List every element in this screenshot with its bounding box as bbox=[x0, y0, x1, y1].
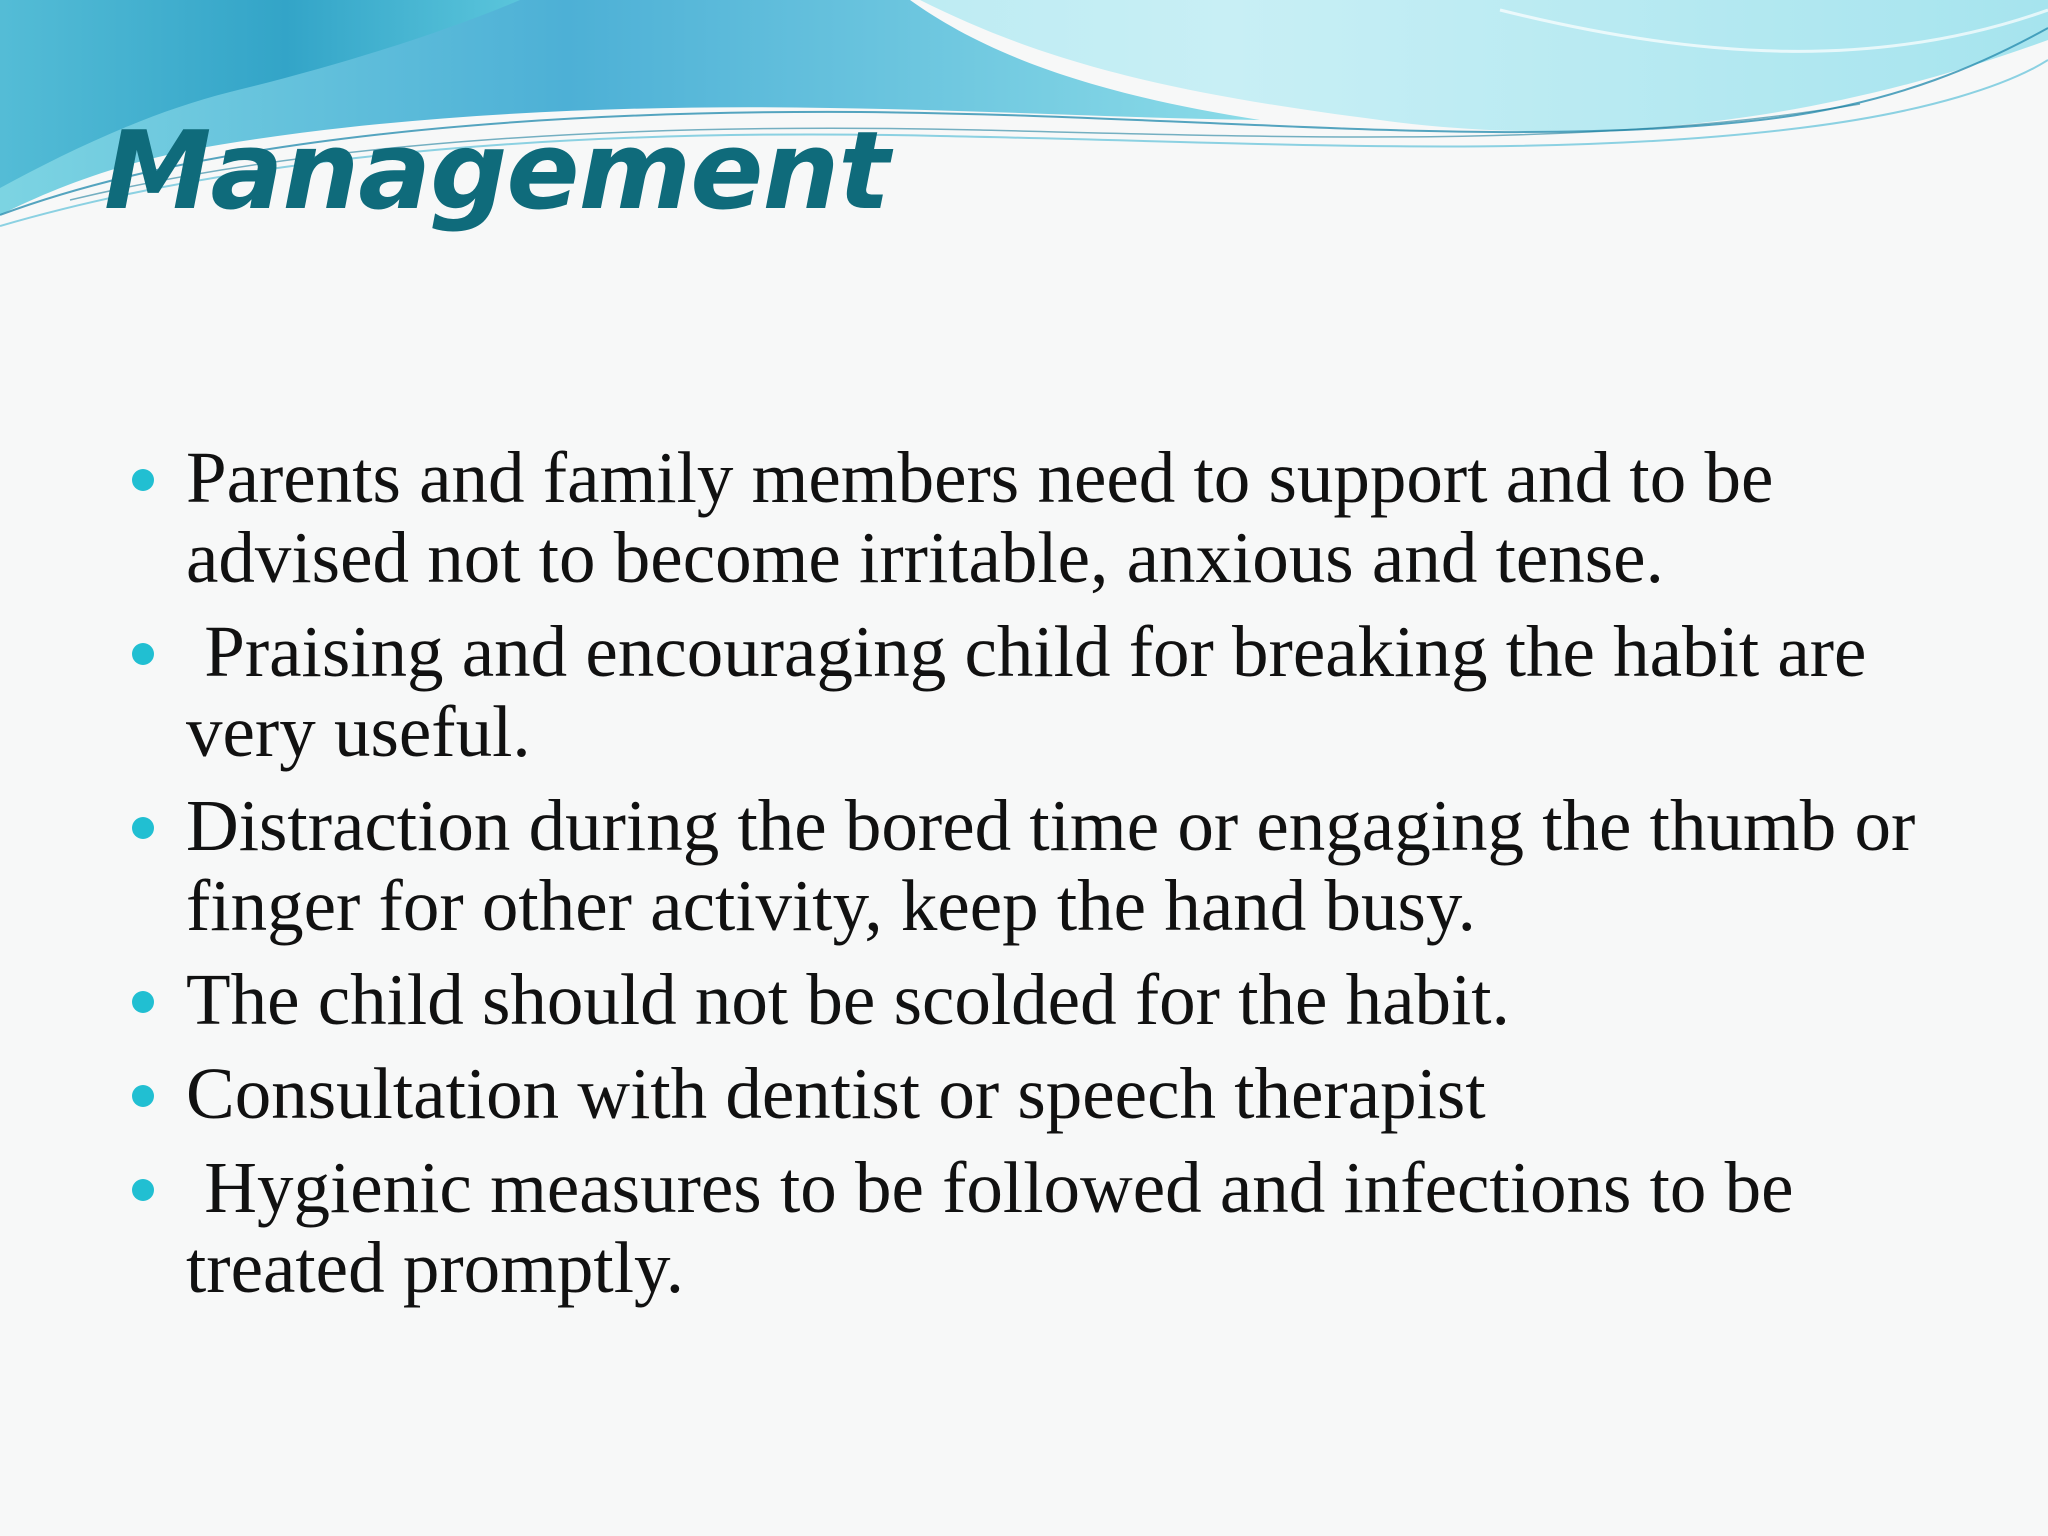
list-item bbox=[0, 438, 2048, 598]
list-item-text: Praising and encouraging child for breaking the habit are very useful. bbox=[186, 611, 1885, 772]
bullet-dot-icon bbox=[132, 991, 154, 1013]
list-item bbox=[0, 1054, 2048, 1134]
list-item bbox=[0, 1148, 2048, 1308]
list-item-text: The child should not be scolded for the habit. bbox=[186, 959, 1510, 1040]
bullet-dot-icon bbox=[132, 469, 154, 491]
list-item-text: Distraction during the bored time or engaging the thumb or finger for other activity, keep the hand busy. bbox=[186, 785, 1916, 946]
slide-title: Management bbox=[104, 109, 889, 234]
list-item-text: Parents and family members need to support and to be advised not to become irritable, anxious and tense. bbox=[186, 437, 1774, 598]
list-item bbox=[0, 960, 2048, 1040]
bullet-dot-icon bbox=[132, 817, 154, 839]
list-item bbox=[0, 786, 2048, 946]
list-item-text: Hygienic measures to be followed and infections to be treated promptly. bbox=[186, 1147, 1812, 1308]
list-item bbox=[0, 612, 2048, 772]
list-item-text: Consultation with dentist or speech therapist bbox=[186, 1053, 1486, 1134]
bullet-dot-icon bbox=[132, 1085, 154, 1107]
bullet-dot-icon bbox=[132, 1179, 154, 1201]
bullet-list bbox=[0, 438, 2048, 1322]
bullet-dot-icon bbox=[132, 643, 154, 665]
